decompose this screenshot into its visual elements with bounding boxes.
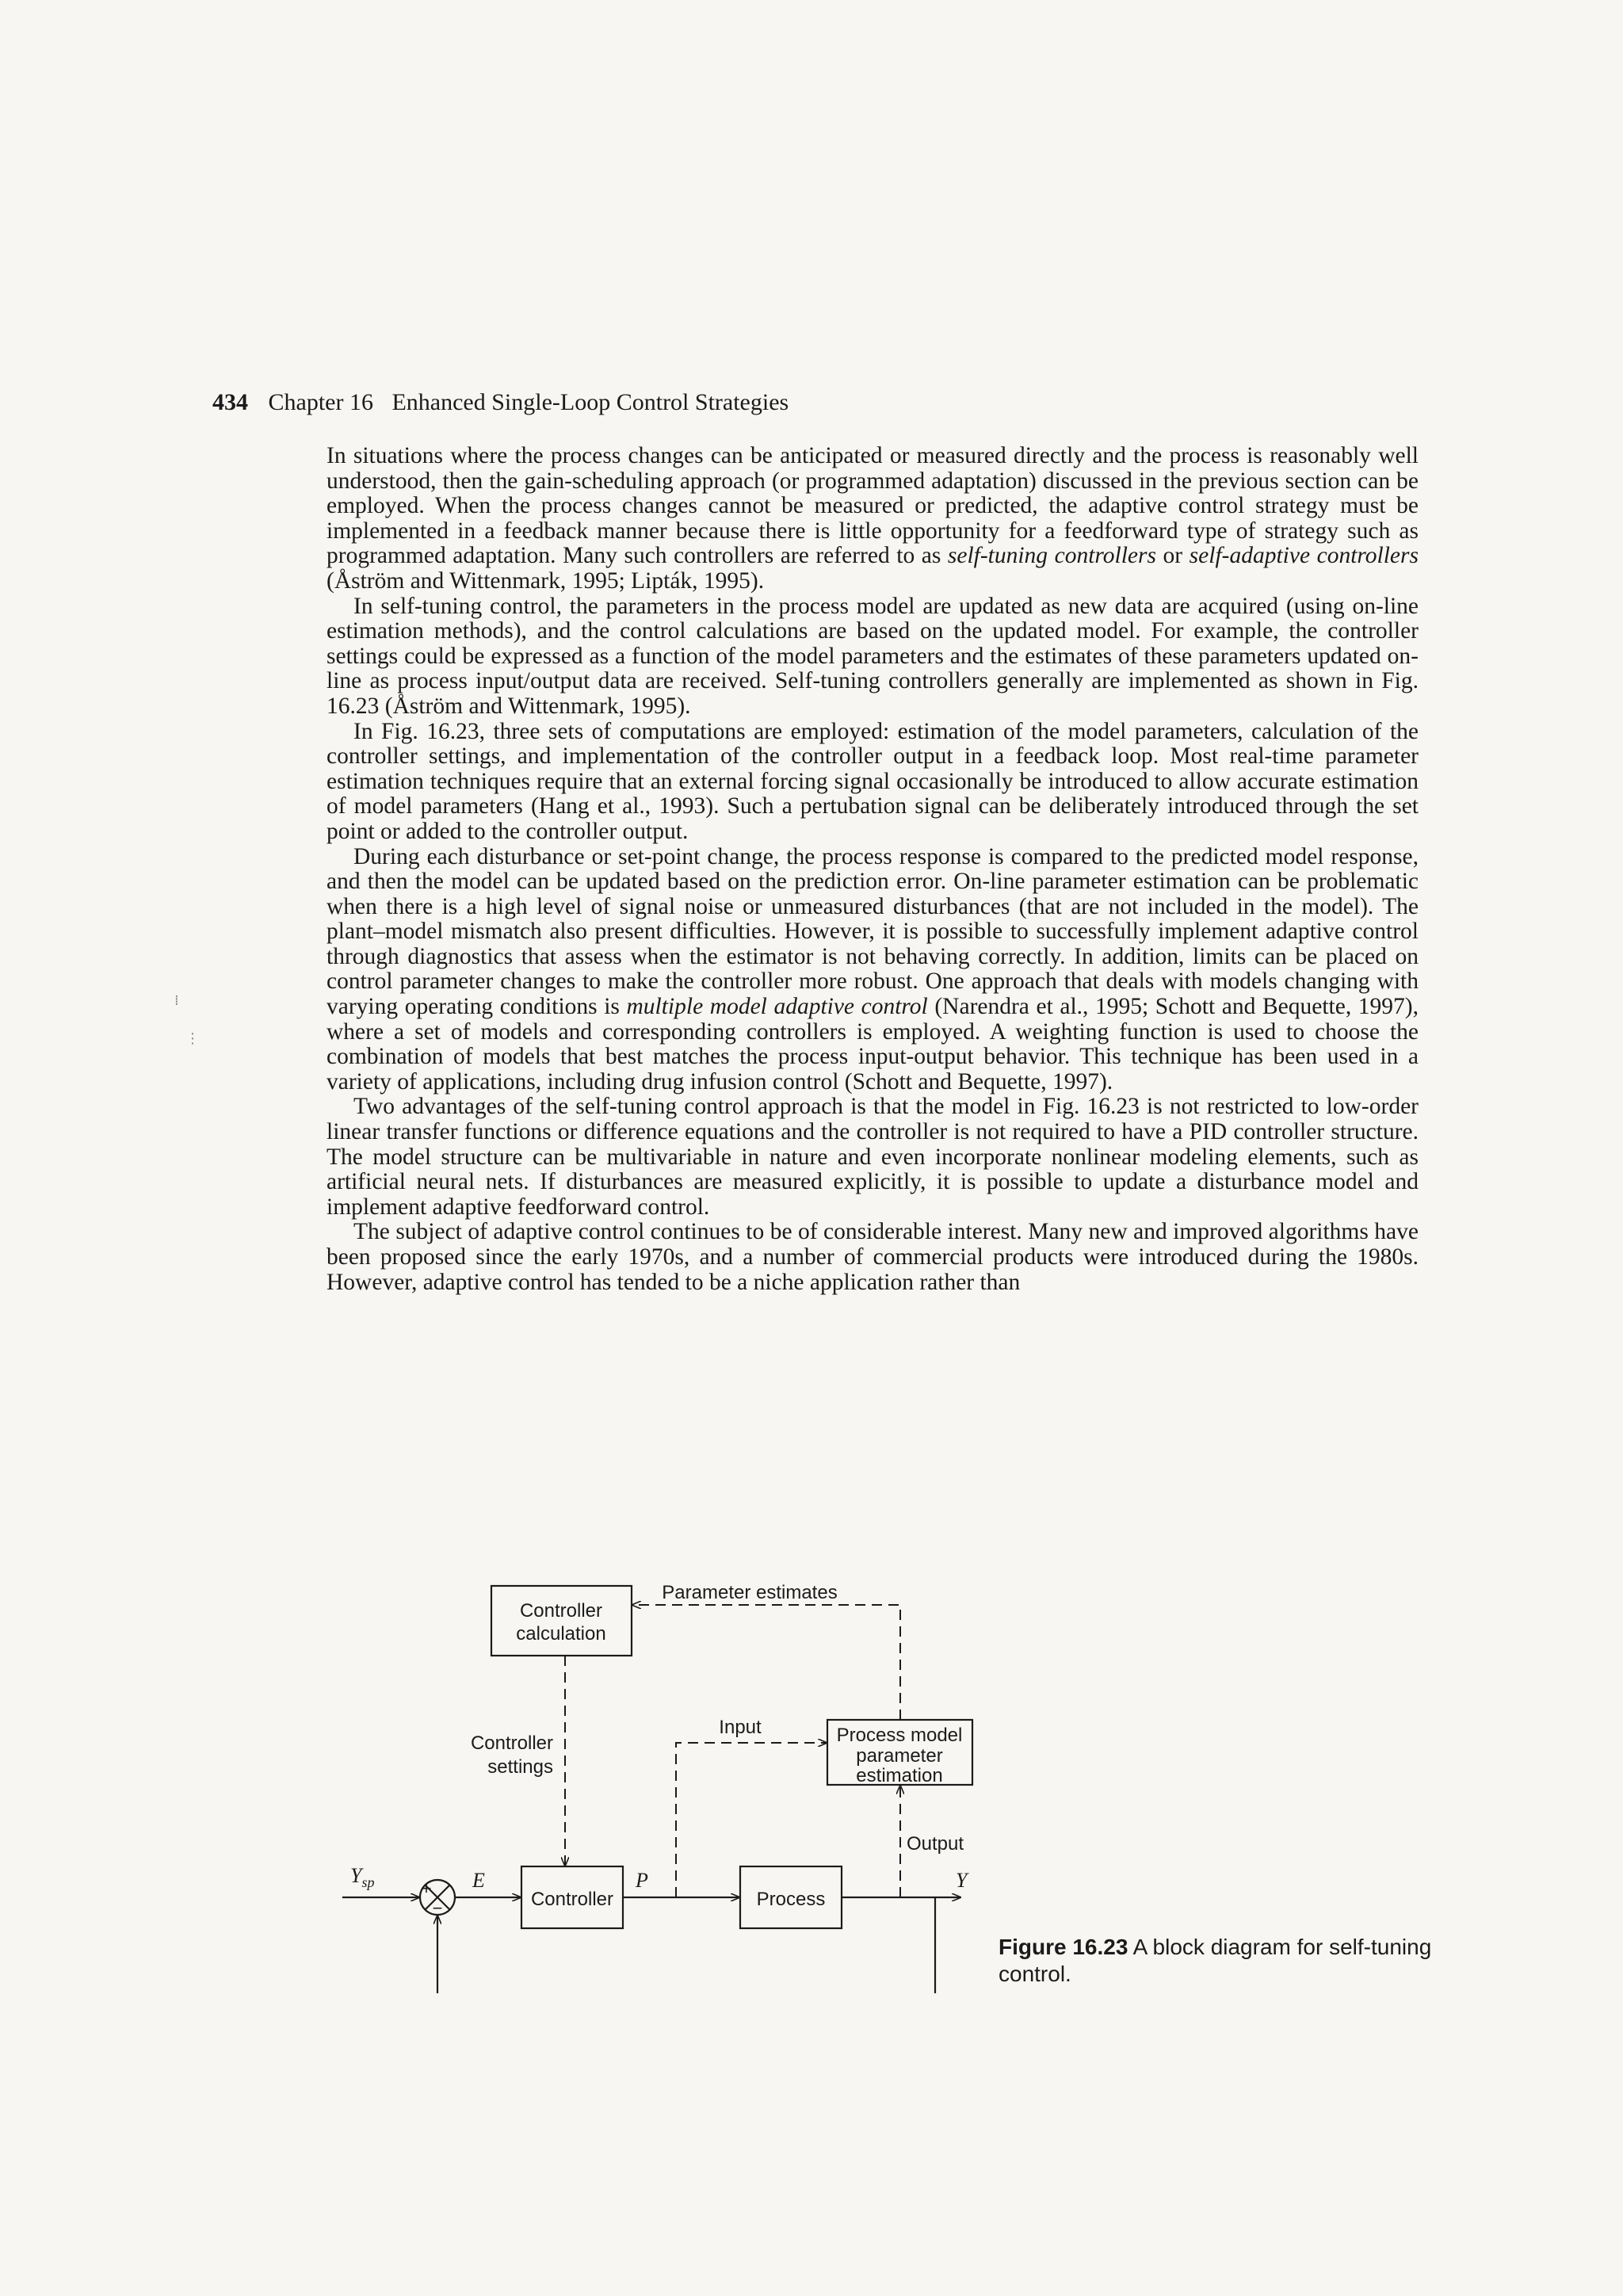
- margin-mark: ⋮: [185, 1030, 200, 1047]
- input-label: Input: [719, 1717, 762, 1738]
- controller-calculation-label-2: calculation: [516, 1623, 606, 1645]
- text-run: (Åström and Wittenmark, 1995; Lipták, 1995).: [327, 567, 765, 594]
- paragraph: [327, 845, 1419, 1095]
- controller-calculation-label-1: Controller: [519, 1600, 603, 1622]
- input-arrow: [676, 1743, 827, 1897]
- italic-term: self-adaptive controllers: [1189, 543, 1419, 569]
- paragraph: [327, 594, 1419, 720]
- parameter-estimates-label: Parameter estimates: [662, 1582, 838, 1603]
- self-tuning-block-diagram: [331, 1573, 1029, 1993]
- controller-settings-label-1: Controller: [470, 1733, 553, 1754]
- text-run: During each disturbance or set-point change, the process response is compared to the predicted model response, and then the model can be updated based on the prediction error. On-line parameter estimation can be problematic when there is a high level of signal noise or unmeasured disturbances (that are not included in the model). The plant–model mismatch also present difficulties. However, it is possible to successfully implement adaptive control through diagnostics that assess when the estimator is not behaving correctly. In addition, limits can be placed on control parameter changes to make the controller more robust. One approach that deals with models changing with varying operating conditions is: [327, 843, 1419, 1020]
- chapter-title: Enhanced Single-Loop Control Strategies: [391, 389, 789, 415]
- italic-term: multiple model adaptive control: [626, 994, 928, 1020]
- text-run: In self-tuning control, the parameters in the process model are updated as new data are acquired (using on-line estimation methods), and the control calculations are based on the updated model. For example, the controller settings could be expressed as a function of the model parameters and the estimates of these parameters updated on-line as process input/output data are received. Self-tuning controllers generally are implemented as shown in Fig. 16.23 (Åström and Wittenmark, 1995).: [327, 593, 1419, 719]
- paragraph: [327, 1220, 1419, 1295]
- text-run: In Fig. 16.23, three sets of computations are employed: estimation of the model parameters, calculation of the controller settings, and implementation of the controller output in a feedback loop. Most real-time parameter estimation techniques require that an external forcing signal occasionally be introduced to allow accurate estimation of model parameters (Hang et al., 1993). Such a pertubation signal can be deliberately introduced through the set point or added to the controller output.: [327, 718, 1419, 844]
- figure-caption-text: A block diagram for self-tuning control.: [999, 1935, 1432, 1986]
- estimator-label-3: estimation: [856, 1765, 943, 1786]
- controller-label: Controller: [530, 1889, 614, 1910]
- output-label: Output: [907, 1833, 964, 1855]
- paragraph: [327, 444, 1419, 594]
- figure-label: Figure 16.23: [999, 1935, 1128, 1959]
- text-run: (Narendra et al., 1995; Schott and Bequette, 1997), where a set of models and corresponding controllers is employed. A weighting function is used to choose the combination of models that best matches the process input-output behavior. This technique has been used in a variety of applications, including drug infusion control (Schott and Bequette, 1997).: [327, 994, 1419, 1095]
- estimator-label-1: Process model: [836, 1725, 963, 1746]
- plus-sign: +: [421, 1878, 432, 1898]
- feedback-path: [437, 1897, 935, 1993]
- figure-caption: [999, 1934, 1442, 1988]
- page-number: 434: [212, 389, 248, 415]
- margin-mark: ⁞: [174, 992, 179, 1009]
- p-label: P: [636, 1869, 648, 1892]
- minus-sign: −: [432, 1898, 443, 1918]
- italic-term: self-tuning controllers: [947, 543, 1156, 569]
- text-run: In situations where the process changes can be anticipated or measured directly and the process is reasonably well understood, then the gain-scheduling approach (or programmed adaptation) discussed in the previous section can be employed. When the process changes cannot be measured or predicted, the adaptive control strategy must be implemented in a feedback manner because there is little opportunity for a feedforward type of strategy such as programmed adaptation. Many such controllers are referred to as: [327, 443, 1419, 569]
- process-label: Process: [756, 1889, 826, 1910]
- text-run: The subject of adaptive control continues to be of considerable interest. Many new and improved algorithms have been proposed since the early 1970s, and a number of commercial products were introduced during the 1980s. However, adaptive control has tended to be a niche application rather than: [327, 1219, 1419, 1295]
- chapter-label: Chapter 16: [268, 389, 373, 415]
- controller-settings-label-2: settings: [487, 1756, 553, 1778]
- ysp-label: $Y_{sp}$: [350, 1864, 375, 1890]
- paragraph: [327, 1095, 1419, 1220]
- running-header: [212, 388, 1417, 417]
- y-label: Y: [956, 1869, 968, 1892]
- text-run: or: [1155, 543, 1190, 569]
- parameter-estimates-arrow: [632, 1605, 900, 1720]
- estimator-label-2: parameter: [856, 1745, 943, 1767]
- text-run: Two advantages of the self-tuning control approach is that the model in Fig. 16.23 is not restricted to low-order linear transfer functions or difference equations and the controller is not required to have a PID controller structure. The model structure can be multivariable in nature and even incorporate nonlinear modeling elements, such as artificial neural nets. If disturbances are measured explicitly, it is possible to update a disturbance model and implement adaptive feedforward control.: [327, 1094, 1419, 1220]
- body-text: [327, 444, 1419, 1295]
- e-label: E: [472, 1869, 485, 1892]
- paragraph: [327, 720, 1419, 845]
